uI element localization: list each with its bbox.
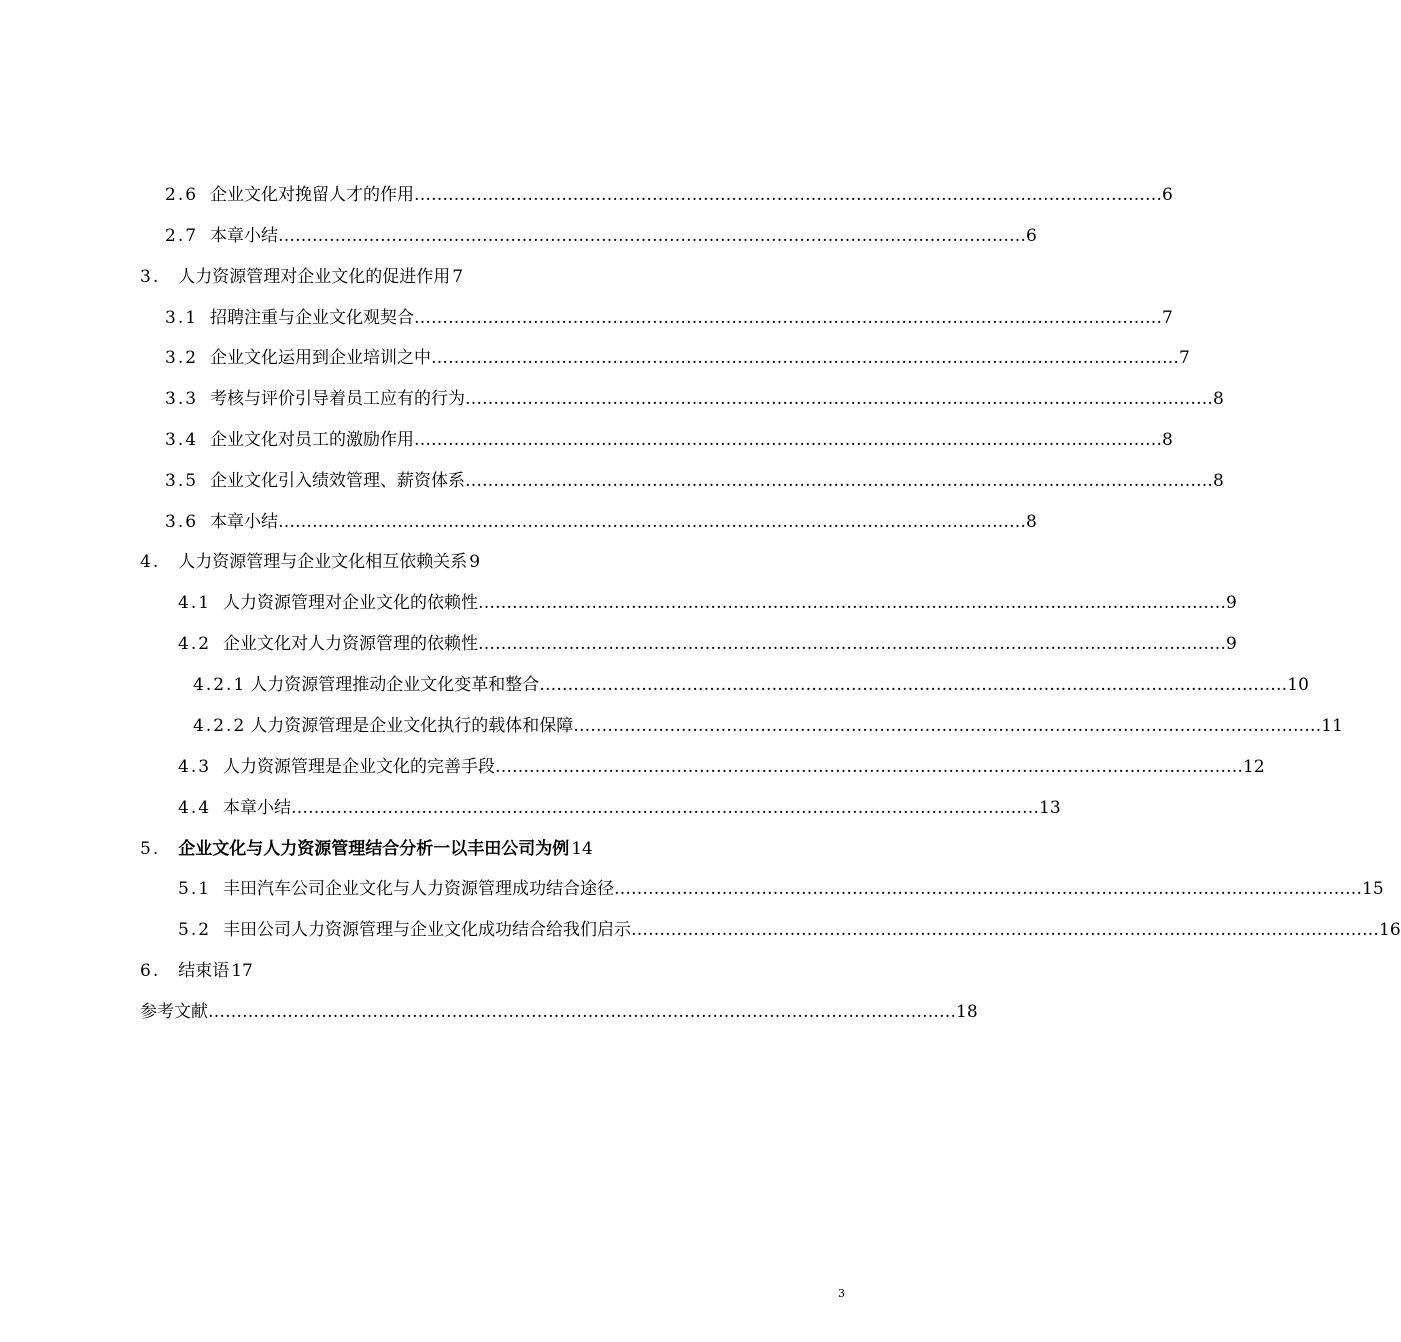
toc-dot-leader: …………………………………………………………………………………………………………………… <box>431 348 1180 368</box>
toc-page-number: 16 <box>1379 920 1401 940</box>
toc-number: 6. <box>140 961 161 981</box>
toc-title: 企业文化对员工的激励作用 <box>210 430 415 450</box>
toc-number: 2.7 <box>165 226 199 246</box>
toc-dot-leader: …………………………………………………………………………………………………………………… <box>291 798 1040 818</box>
toc-page-number: 9 <box>469 552 481 572</box>
toc-title: 结束语 <box>178 961 230 981</box>
toc-entry-5-2[interactable] <box>178 915 1401 945</box>
toc-entry-4-3[interactable] <box>178 752 1265 782</box>
toc-entry-3-3[interactable] <box>165 384 1224 414</box>
toc-title: 企业文化对挽留人才的作用 <box>210 185 415 205</box>
toc-title: 企业文化运用到企业培训之中 <box>210 348 432 368</box>
toc-dot-leader: …………………………………………………………………………………………………………………… <box>539 675 1288 695</box>
toc-page-number: 8 <box>1162 430 1173 450</box>
toc-title: 本章小结 <box>210 512 279 532</box>
toc-page-number: 18 <box>956 1002 978 1022</box>
toc-title: 丰田汽车公司企业文化与人力资源管理成功结合途径 <box>223 879 615 899</box>
toc-title: 招聘注重与企业文化观契合 <box>210 308 415 328</box>
toc-entry-4-2[interactable] <box>178 629 1237 659</box>
toc-title: 人力资源管理是企业文化执行的载体和保障 <box>250 716 574 736</box>
toc-page-number: 17 <box>231 961 253 981</box>
toc-dot-leader: …………………………………………………………………………………………………………………… <box>278 226 1027 246</box>
toc-number: 4.2 <box>178 634 212 654</box>
toc-entry-references[interactable] <box>140 997 978 1027</box>
toc-dot-leader: …………………………………………………………………………………………………………………… <box>414 185 1163 205</box>
toc-title: 人力资源管理对企业文化的促进作用 <box>178 267 451 287</box>
toc-title: 人力资源管理推动企业文化变革和整合 <box>250 675 540 695</box>
toc-page-number: 12 <box>1243 757 1265 777</box>
toc-number: 3.6 <box>165 512 199 532</box>
toc-number: 3. <box>140 267 161 287</box>
toc-dot-leader: …………………………………………………………………………………………………………………… <box>478 593 1227 613</box>
toc-dot-leader: …………………………………………………………………………………………………………………… <box>465 389 1214 409</box>
toc-entry-4-2-2[interactable] <box>193 711 1343 741</box>
toc-entry-2-7[interactable] <box>165 221 1037 251</box>
toc-number: 4.2.1 <box>193 675 247 695</box>
toc-number: 4.4 <box>178 798 212 818</box>
toc-entry-2-6[interactable] <box>165 180 1173 210</box>
toc-title: 企业文化与人力资源管理结合分析一以丰田公司为例 <box>178 839 570 859</box>
toc-number: 3.4 <box>165 430 199 450</box>
toc-title: 本章小结 <box>210 226 279 246</box>
toc-title: 考核与评价引导着员工应有的行为 <box>210 389 466 409</box>
toc-number: 4.1 <box>178 593 212 613</box>
toc-number: 2.6 <box>165 185 199 205</box>
toc-entry-3-6[interactable] <box>165 507 1037 537</box>
toc-number: 4. <box>140 552 161 572</box>
toc-title: 丰田公司人力资源管理与企业文化成功结合给我们启示 <box>223 920 632 940</box>
toc-page-number: 11 <box>1321 716 1343 736</box>
toc-entry-6[interactable] <box>140 956 253 986</box>
toc-entry-3-4[interactable] <box>165 425 1173 455</box>
toc-page-number: 6 <box>1026 226 1037 246</box>
toc-number: 5.2 <box>178 920 212 940</box>
toc-entry-3-2[interactable] <box>165 343 1190 373</box>
toc-page-number: 7 <box>1179 348 1190 368</box>
toc-title: 人力资源管理是企业文化的完善手段 <box>223 757 496 777</box>
toc-dot-leader: …………………………………………………………………………………………………………………… <box>495 757 1244 777</box>
toc-entry-4-2-1[interactable] <box>193 670 1309 700</box>
toc-entry-3[interactable] <box>140 262 463 292</box>
toc-number: 5. <box>140 839 161 859</box>
toc-dot-leader: …………………………………………………………………………………………………………………… <box>465 471 1214 491</box>
toc-dot-leader: …………………………………………………………………………………………………………………… <box>414 308 1163 328</box>
page-number: 3 <box>838 1287 845 1300</box>
toc-title: 参考文献 <box>140 1002 208 1022</box>
toc-entry-5[interactable] <box>140 834 593 864</box>
toc-dot-leader: …………………………………………………………………………………………………………………… <box>631 920 1380 940</box>
toc-page-number: 7 <box>452 267 464 287</box>
toc-title: 企业文化引入绩效管理、薪资体系 <box>210 471 466 491</box>
toc-entry-4-4[interactable] <box>178 793 1061 823</box>
toc-title: 人力资源管理对企业文化的依赖性 <box>223 593 479 613</box>
toc-page-number: 7 <box>1162 308 1173 328</box>
toc-number: 3.5 <box>165 471 199 491</box>
toc-number: 3.3 <box>165 389 199 409</box>
toc-page-number: 13 <box>1039 798 1061 818</box>
toc-dot-leader: …………………………………………………………………………………………………………………… <box>208 1002 956 1022</box>
toc-page-number: 9 <box>1226 593 1237 613</box>
toc-entry-5-1[interactable] <box>178 874 1384 904</box>
toc-title: 人力资源管理与企业文化相互依赖关系 <box>178 552 468 572</box>
toc-page-number: 14 <box>571 839 593 859</box>
toc-dot-leader: …………………………………………………………………………………………………………………… <box>573 716 1322 736</box>
toc-dot-leader: …………………………………………………………………………………………………………………… <box>278 512 1027 532</box>
toc-dot-leader: …………………………………………………………………………………………………………………… <box>414 430 1163 450</box>
toc-entry-4[interactable] <box>140 547 480 577</box>
toc-page-number: 15 <box>1362 879 1384 899</box>
toc-page-number: 9 <box>1226 634 1237 654</box>
toc-dot-leader: …………………………………………………………………………………………………………………… <box>614 879 1363 899</box>
toc-page-number: 8 <box>1213 389 1224 409</box>
toc-page-number: 10 <box>1287 675 1309 695</box>
toc-page-number: 8 <box>1026 512 1037 532</box>
toc-number: 5.1 <box>178 879 212 899</box>
toc-number: 3.2 <box>165 348 199 368</box>
toc-number: 3.1 <box>165 308 199 328</box>
toc-number: 4.2.2 <box>193 716 247 736</box>
toc-title: 企业文化对人力资源管理的依赖性 <box>223 634 479 654</box>
toc-entry-3-1[interactable] <box>165 303 1173 333</box>
toc-entry-4-1[interactable] <box>178 588 1237 618</box>
toc-number: 4.3 <box>178 757 212 777</box>
toc-title: 本章小结 <box>223 798 292 818</box>
toc-page-number: 8 <box>1213 471 1224 491</box>
toc-dot-leader: …………………………………………………………………………………………………………………… <box>478 634 1227 654</box>
toc-entry-3-5[interactable] <box>165 466 1224 496</box>
toc-page-number: 6 <box>1162 185 1173 205</box>
